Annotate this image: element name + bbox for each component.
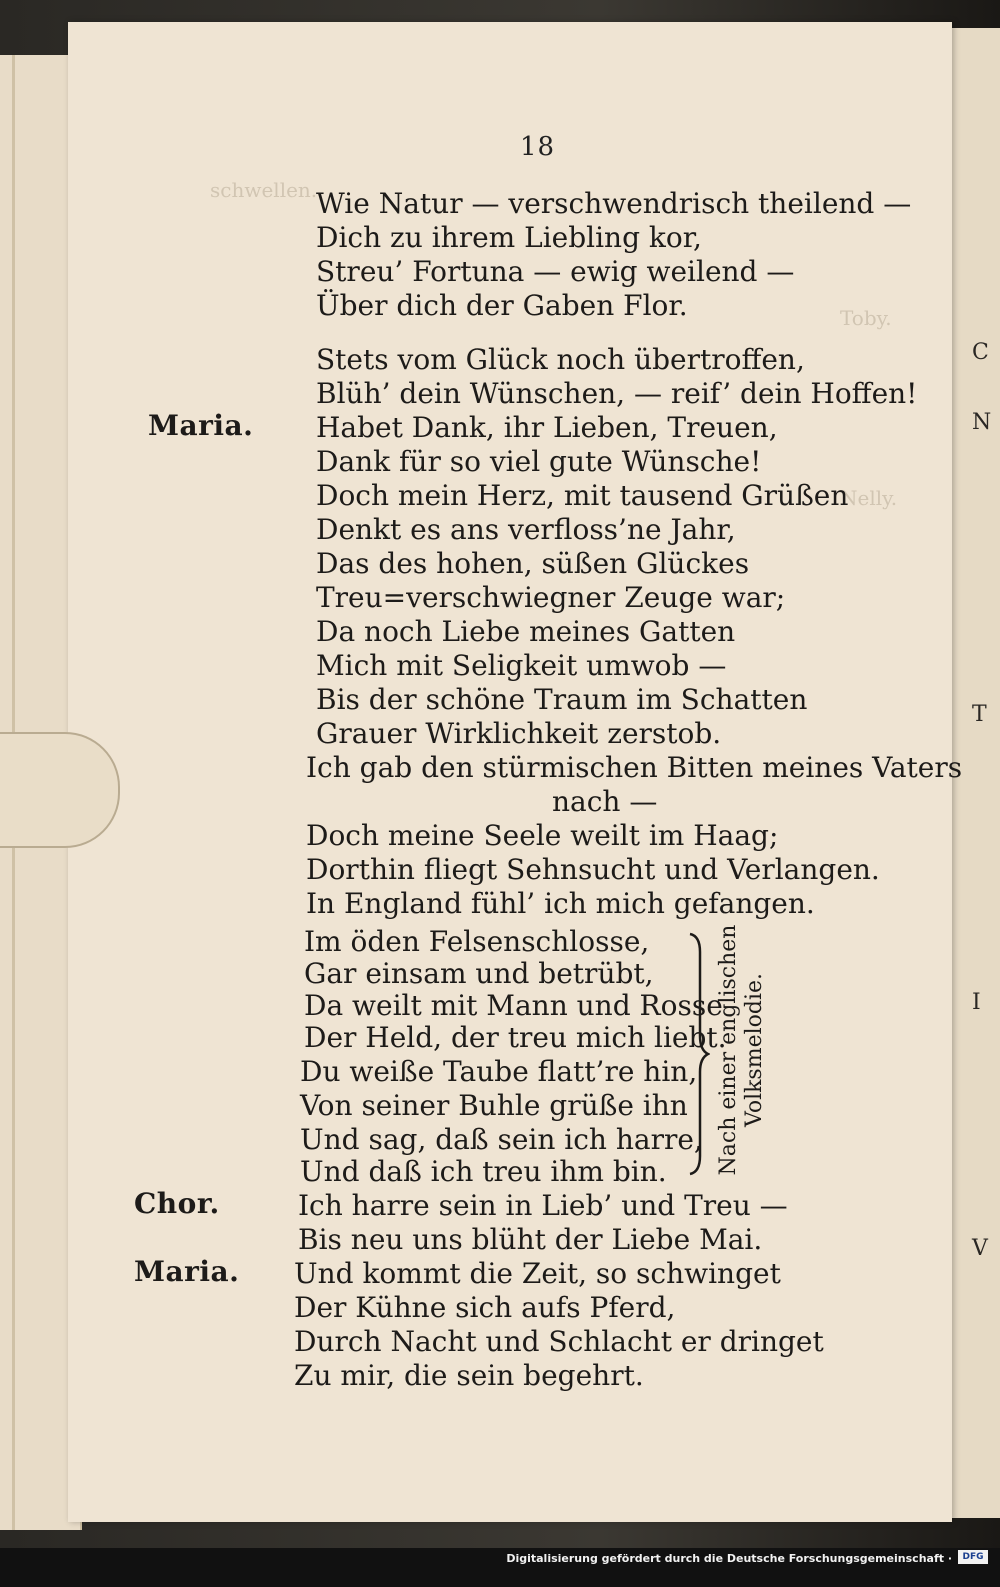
verse-line: Der Kühne sich aufs Pferd, (294, 1291, 676, 1324)
verse-line: Blüh’ dein Wünschen, — reif’ dein Hoffen! (316, 377, 918, 410)
verse-line: Grauer Wirklichkeit zerstob. (316, 717, 722, 750)
verse-line: Über dich der Gaben Flor. (316, 289, 688, 322)
verse-line: Stets vom Glück noch übertroffen, (316, 343, 805, 376)
next-page-letter: V (972, 1236, 988, 1261)
verse-line: In England fühl’ ich mich gefangen. (306, 887, 815, 920)
verse-line: nach — (552, 785, 658, 818)
verse-line: Denkt es ans verfloss’ne Jahr, (316, 513, 736, 546)
next-page-letter: C (972, 340, 989, 365)
dfg-logo: DFG (958, 1550, 988, 1564)
verse-line: Das des hohen, süßen Glückes (316, 547, 750, 580)
verse-line: Wie Natur — verschwendrisch theilend — (316, 187, 912, 220)
song-line: Und daß ich treu ihm bin. (300, 1155, 667, 1188)
verse-line: Zu mir, die sein begehrt. (294, 1359, 644, 1392)
song-line: Von seiner Buhle grüße ihn (300, 1089, 688, 1122)
verse-line: Dich zu ihrem Liebling kor, (316, 221, 702, 254)
song-line: Da weilt mit Mann und Rosse (304, 989, 723, 1022)
page-number: 18 (520, 132, 556, 162)
speaker-label: Maria. (134, 1255, 240, 1288)
bleed-through-text: Nelly. (840, 486, 898, 510)
verse-line: Streu’ Fortuna — ewig weilend — (316, 255, 795, 288)
verse-line: Bis der schöne Traum im Schatten (316, 683, 808, 716)
page-clip-tab (0, 732, 120, 848)
next-page-letter: T (972, 702, 987, 727)
song-line: Gar einsam und betrübt, (304, 957, 654, 990)
next-page-letter: I (972, 990, 981, 1015)
melody-note (716, 920, 768, 1180)
verse-line: Bis neu uns blüht der Liebe Mai. (298, 1223, 763, 1256)
verse-line: Doch mein Herz, mit tausend Grüßen (316, 479, 849, 512)
next-page-letter: N (972, 410, 992, 435)
verse-line: Und kommt die Zeit, so schwinget (294, 1257, 781, 1290)
melody-note-line: Volksmelodie. (742, 972, 767, 1128)
verse-line: Ich harre sein in Lieb’ und Treu — (298, 1189, 788, 1222)
verse-line: Dank für so viel gute Wünsche! (316, 445, 762, 478)
verse-line: Habet Dank, ihr Lieben, Treuen, (316, 411, 778, 444)
song-line: Und sag, daß sein ich harre, (300, 1123, 703, 1156)
verse-line: Ich gab den stürmischen Bitten meines Vaters (306, 751, 963, 784)
bleed-through-text: Toby. (840, 306, 892, 330)
song-line: Du weiße Taube flatt’re hin, (300, 1055, 698, 1088)
melody-note-line: Nach einer englischen (716, 924, 741, 1176)
song-line: Im öden Felsenschlosse, (304, 925, 650, 958)
verse-line: Mich mit Seligkeit umwob — (316, 649, 727, 682)
verse-line: Treu=verschwiegner Zeuge war; (316, 581, 786, 614)
curly-brace (686, 932, 710, 1176)
verse-line: Doch meine Seele weilt im Haag; (306, 819, 779, 852)
bleed-through-text: schwellen. (210, 178, 318, 202)
song-line: Der Held, der treu mich liebt. (304, 1021, 727, 1054)
speaker-label: Chor. (134, 1187, 220, 1220)
funding-notice: Digitalisierung gefördert durch die Deutsche Forschungsgemeinschaft · (506, 1552, 952, 1565)
verse-line: Dorthin fliegt Sehnsucht und Verlangen. (306, 853, 880, 886)
verse-line: Da noch Liebe meines Gatten (316, 615, 736, 648)
verse-line: Durch Nacht und Schlacht er dringet (294, 1325, 824, 1358)
speaker-label: Maria. (148, 409, 254, 442)
